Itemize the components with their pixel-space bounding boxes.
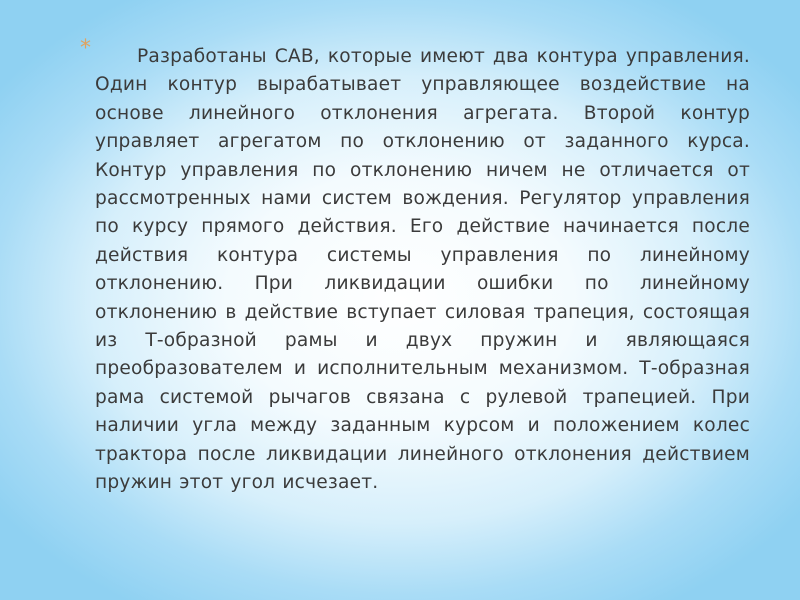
bullet-icon: * (80, 36, 91, 61)
body-paragraph: Разработаны САВ, которые имеют два контура управления. Один контур вырабатывает управляющее воздействие на основе линейного отклонения агрегата. Второй контур управляет агрегатом по отклонению от заданного курса. Контур управления по отклонению ничем не отличается от рассмотренных нами систем вождения. Регулятор управления по курсу прямого действия. Его действие начинается после действия контура системы управления по линейному отклонению. При ликвидации ошибки по линейному отклонению в действие вступает силовая трапеция, состоящая из Т-образной рамы и двух пружин и являющаяся преобразователем и исполнительным механизмом. Т-образная рама системой рычагов связана с рулевой трапецией. При наличии угла между заданным курсом и положением колес трактора после ликвидации линейного отклонения действием пружин этот угол исчезает. (95, 46, 750, 494)
